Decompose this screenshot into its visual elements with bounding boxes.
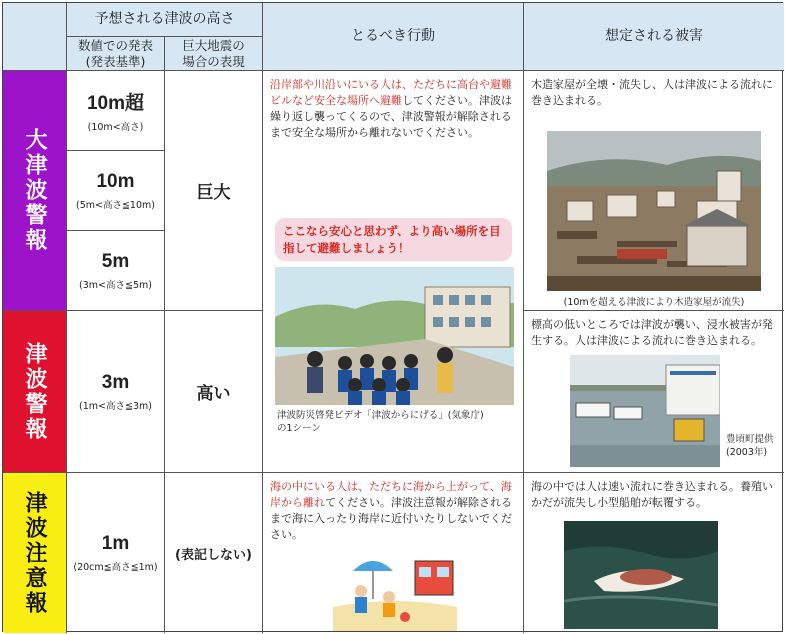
action-warning-cell [263, 71, 524, 473]
credit-line: (2003年) [726, 447, 768, 459]
giant-expr-high: 高い [165, 311, 263, 473]
level-value: 3m [101, 371, 130, 393]
action-advisory-emphasis: 海岸から離れ [270, 480, 512, 509]
action-advisory-rest: てください。津波注意報が解除されるまで海に入ったり海岸に近付いたりしないでください。 [270, 495, 512, 541]
damage-major-caption: (10mを超える津波により木造家屋が流失) [563, 297, 745, 308]
level-value: 10m超 [86, 93, 145, 114]
level-range: (3m<高さ≦5m) [79, 279, 152, 291]
action-advisory-text [263, 473, 523, 549]
level-row [67, 71, 165, 151]
header-height-group: 予想される津波の高さ [67, 3, 263, 37]
damage-warning-cell [524, 311, 784, 473]
header-action: とるべき行動 [263, 3, 524, 71]
giant-expr-huge: 巨大 [165, 71, 263, 311]
flooded-port-photo [570, 355, 720, 467]
caption-line: の1シーン [277, 423, 321, 435]
level-range: (10m<高さ) [87, 122, 144, 133]
category-label: 大津波警報 [22, 128, 47, 253]
damage-advisory-text: 海の中では人は速い流れに巻き込まれる。養殖いかだが流失し小型船舶が転覆する。 [531, 480, 773, 509]
header-damage: 想定される被害 [524, 3, 784, 71]
level-value: 10m [96, 170, 135, 192]
level-row [67, 311, 165, 473]
level-range: (1m<高さ≦3m) [79, 400, 152, 412]
action-advisory-emphasis: 海の中にいる人は、ただちに海から上がって、 [270, 480, 501, 493]
category-advisory [3, 473, 67, 633]
header-giant-line2: 場合の表現 [182, 53, 245, 69]
level-range: (5m<高さ≦10m) [76, 199, 155, 211]
destroyed-houses-photo [547, 131, 761, 291]
category-major-warning [3, 71, 67, 311]
damage-advisory-cell [524, 473, 784, 633]
giant-expr-none: (表記しない) [165, 473, 263, 633]
header-numeric [67, 37, 165, 71]
action-warning-caption [277, 409, 517, 436]
action-warning-rest: してください。津波は繰り返し襲ってくるので、津波警報が解除されるまで安全な場所から離れないでください。 [270, 93, 512, 139]
capsized-boat-photo [564, 521, 718, 629]
damage-warning-credit [726, 433, 782, 460]
category-label: 津波注意報 [22, 490, 47, 616]
level-row [67, 473, 165, 633]
level-value: 5m [101, 250, 130, 272]
level-row [67, 151, 165, 231]
header-giant-line1: 巨大地震の [182, 37, 245, 53]
category-warning [3, 311, 67, 473]
damage-major-text: 木造家屋が全壊・流失し、人は津波による流れに巻き込まれる。 [531, 78, 773, 107]
action-warning-text [263, 71, 523, 147]
credit-line: 豊頃町提供 [726, 434, 774, 445]
action-advisory-cell [263, 473, 524, 633]
action-warning-pill: ここなら安心と思わず、より高い場所を目指して避難しましょう！ [275, 218, 512, 261]
header-numeric-line1: 数値での発表 [77, 37, 153, 53]
tsunami-warning-table [2, 2, 783, 632]
caption-line: 津波防災啓発ビデオ「津波からにげる」(気象庁) [277, 410, 484, 421]
level-row [67, 231, 165, 311]
header-corner [3, 3, 67, 71]
beach-escape-illustration [333, 547, 457, 631]
header-numeric-line2: (発表基準) [85, 53, 146, 69]
category-label: 津波警報 [22, 341, 47, 442]
damage-major-cell [524, 71, 784, 311]
level-value: 1m [101, 533, 130, 554]
header-giant [165, 37, 263, 71]
action-warning-emphasis: 沿岸部や川沿いにいる人は、ただちに高台や避難ビルなど安全な場所へ避難 [270, 78, 512, 107]
evacuation-video-still [275, 267, 514, 405]
damage-warning-text: 標高の低いところでは津波が襲い、浸水被害が発生する。人は津波による流れに巻き込まれる。 [531, 318, 773, 347]
level-range: (20cm≦高さ≦1m) [73, 562, 158, 573]
